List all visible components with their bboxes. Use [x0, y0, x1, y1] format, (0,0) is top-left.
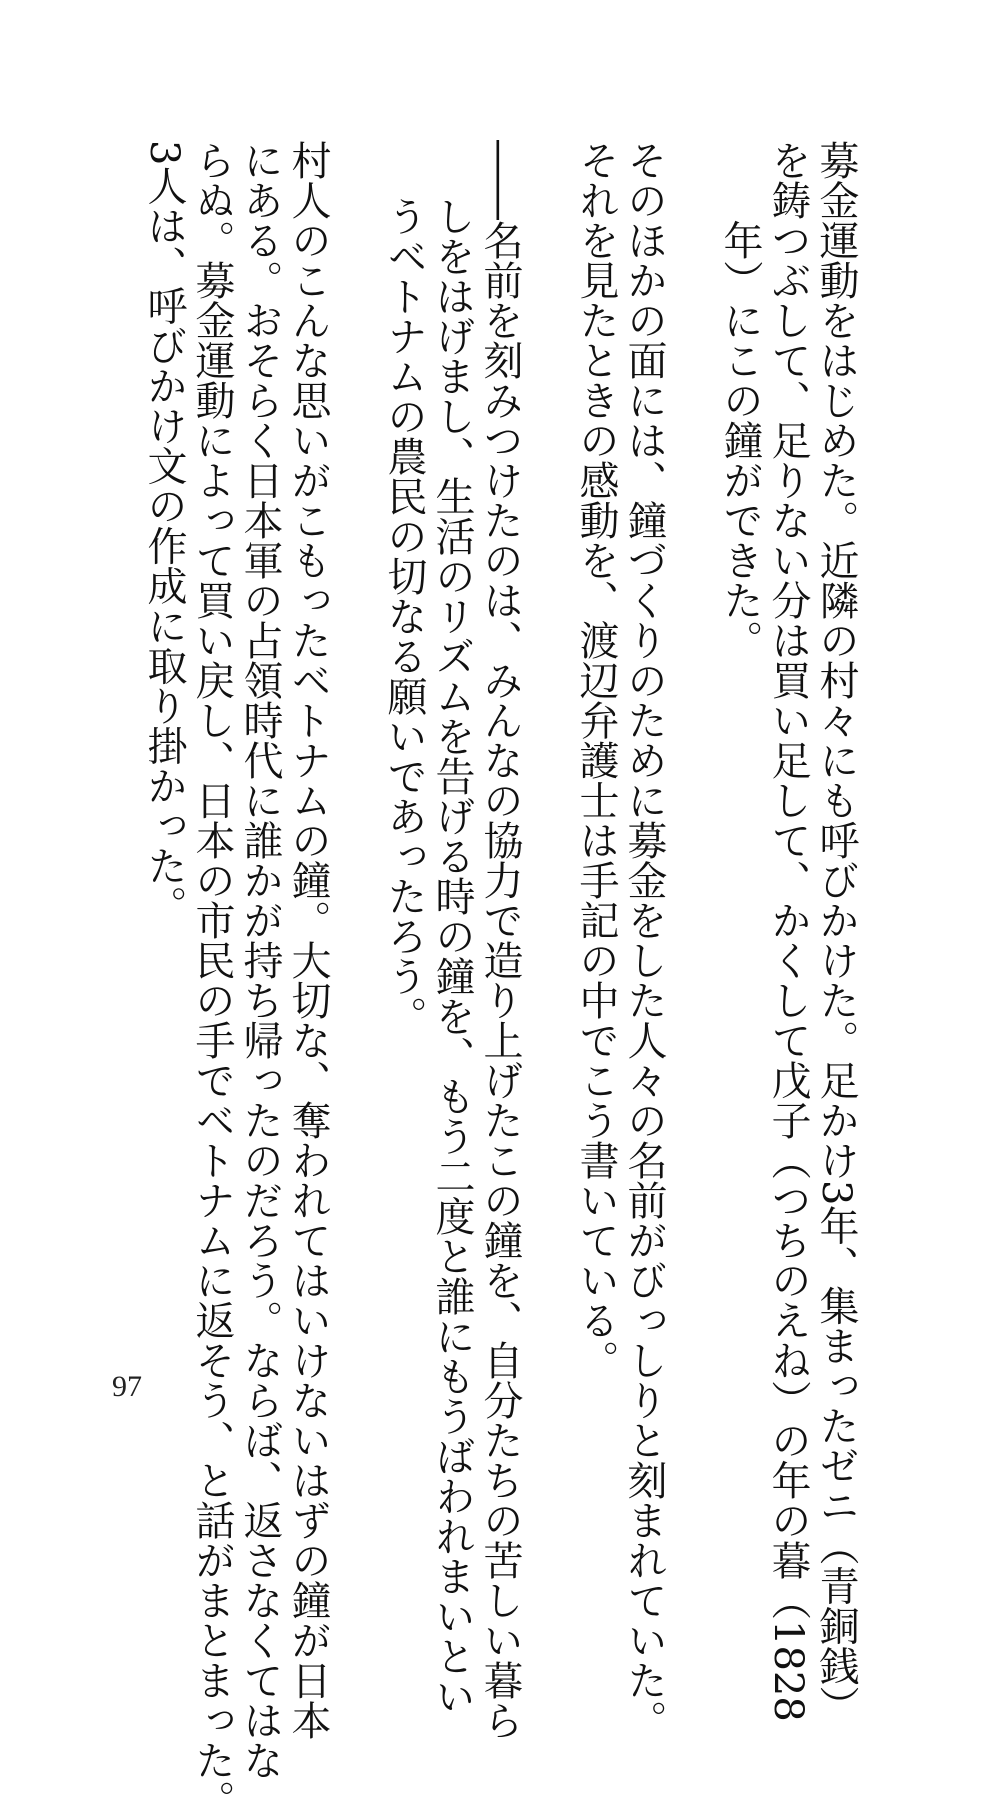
vertical-text-body [140, 140, 860, 1820]
text-line-7: しをはげまし、生活のリズムを告げる時の鐘を、もう二度と誰にもうばわれまいとい [429, 196, 475, 1716]
text-line-11: らぬ。募金運動によって買い戻し、日本の市民の手でベトナムに返そう、と話がまとまった。 [189, 140, 235, 1820]
paragraph-gap [668, 140, 716, 1320]
text-line-5: それを見たときの感動を、渡辺弁護士は手記の中でこう書いている。 [573, 140, 619, 1380]
paragraph-gap [524, 140, 572, 1320]
text-line-6: ――名前を刻みつけたのは、みんなの協力で造り上げたこの鐘を、自分たちの苦しい暮ら [477, 140, 523, 1740]
paragraph-gap [332, 140, 380, 1320]
text-line-8: うベトナムの農民の切なる願いであったろう。 [381, 196, 427, 1036]
page-number: 97 [112, 1370, 142, 1403]
text-line-9: 村人のこんな思いがこもったベトナムの鐘。大切な、奪われてはいけないはずの鐘が日本 [285, 140, 331, 1740]
text-line-3: 年）にこの鐘ができた。 [717, 220, 763, 660]
text-line-1: 募金運動をはじめた。近隣の村々にも呼びかけた。足かけ3年、集まったゼニ（青銅銭） [813, 140, 859, 1726]
text-line-10: にある。おそらく日本軍の占領時代に誰かが持ち帰ったのだろう。ならば、返さなくてはな [237, 140, 283, 1780]
text-line-2: を鋳つぶして、足りない分は買い足して、かくして戊子（つちのえね）の年の暮（1828 [765, 140, 811, 1722]
text-line-12: 3人は、呼びかけ文の作成に取り掛かった。 [141, 140, 187, 926]
text-line-4: そのほかの面には、鐘づくりのために募金をした人々の名前がびっしりと刻まれていた。 [621, 140, 667, 1740]
